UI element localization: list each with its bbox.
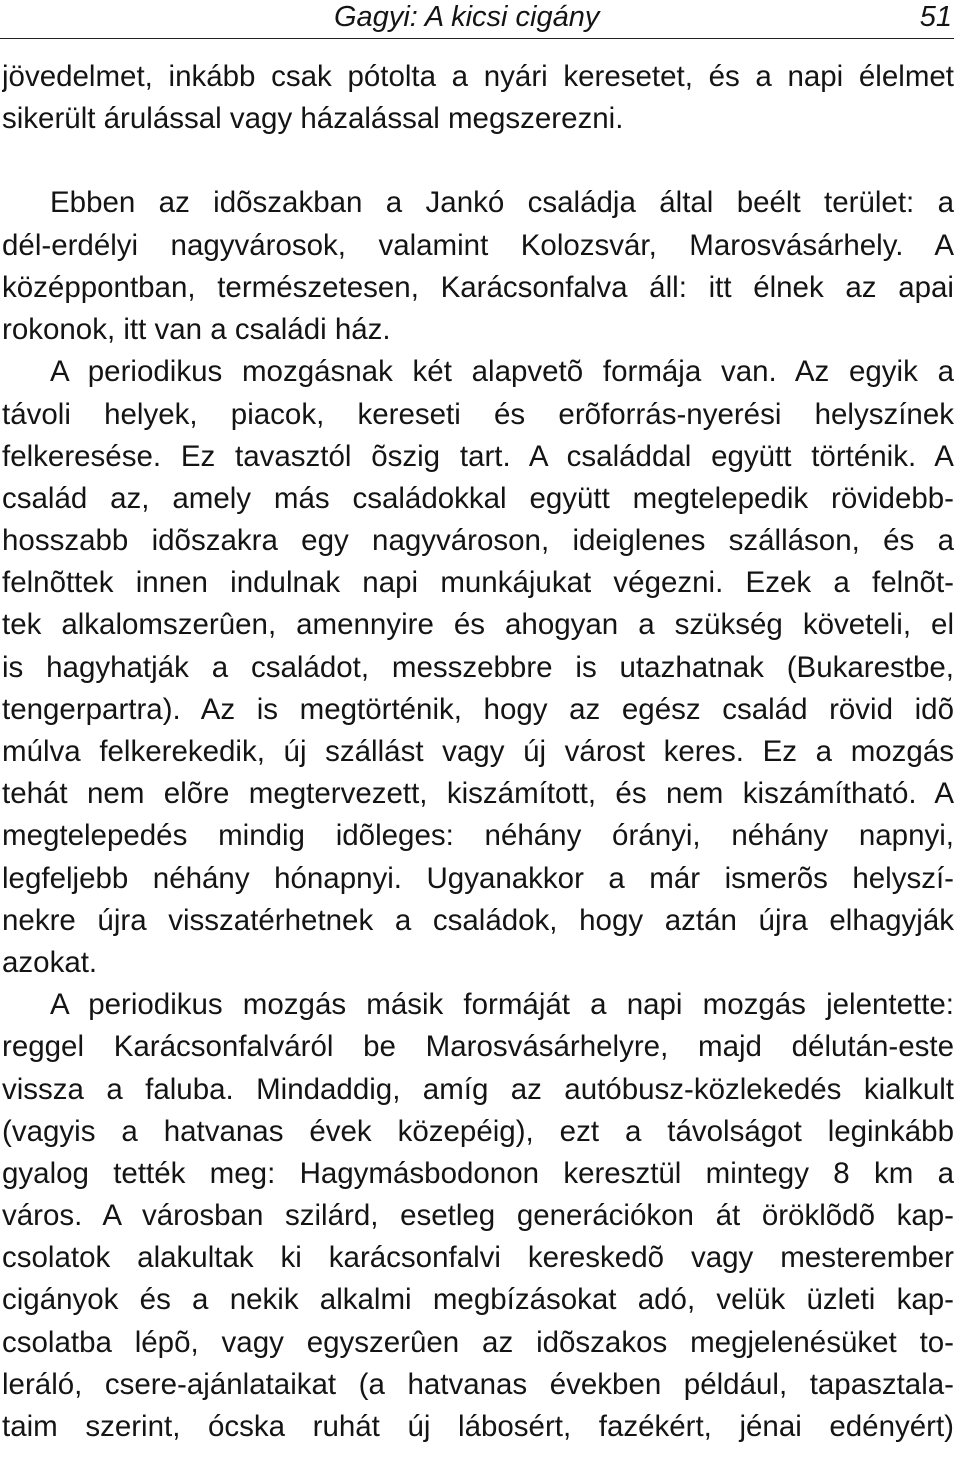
text-line: jövedelmet, inkább csak pótolta a nyári keresetet, és a napi élelmet <box>2 60 954 93</box>
text-line: felkeresése. Ez tavasztól õszig tart. A családdal együtt történik. A <box>2 439 954 473</box>
text-line: hosszabb idõszakra egy nagyvároson, ideiglenes szálláson, és a <box>2 524 954 558</box>
text-line: tehát nem elõre megtervezett, kiszámított, és nem kiszámítható. A <box>2 777 954 811</box>
text-line: gyalog tették meg: Hagymásbodonon keresztül mintegy 8 km a <box>2 1156 954 1190</box>
page-number: 51 <box>919 1 952 33</box>
body-text <box>2 56 954 1448</box>
text-line: felnõttek innen indulnak napi munkájukat végezni. Ezek a felnõt- <box>2 566 954 600</box>
text-line: megtelepedés mindig idõleges: néhány órányi, néhány napnyi, <box>2 819 954 853</box>
text-line: azokat. <box>2 945 98 979</box>
text-line: cigányok és a nekik alkalmi megbízásokat adó, velük üzleti kap- <box>2 1283 954 1317</box>
text-line: csolatba lépõ, vagy egyszerûen az idõszakos megjelenésüket to- <box>2 1325 954 1359</box>
running-header <box>0 0 954 39</box>
text-line: család az, amely más családokkal együtt megtelepedik rövidebb- <box>2 481 954 515</box>
text-line: nekre újra visszatérhetnek a családok, hogy aztán újra elhagyják <box>2 903 954 937</box>
text-line: város. A városban szilárd, esetleg generációkon át öröklõdõ kap- <box>2 1199 954 1233</box>
text-line: vissza a faluba. Mindaddig, amíg az autóbusz-közlekedés kialkult <box>2 1072 954 1106</box>
text-line: múlva felkerekedik, új szállást vagy új várost keres. Ez a mozgás <box>2 735 954 769</box>
text-line: sikerült árulással vagy házalással megszerezni. <box>2 102 624 136</box>
text-line: csolatok alakultak ki karácsonfalvi kereskedõ vagy mesterember <box>2 1241 954 1275</box>
text-line: tek alkalomszerûen, amennyire és ahogyan a szükség követeli, el <box>2 608 954 642</box>
text-line: is hagyhatják a családot, messzebbre is utazhatnak (Bukarestbe, <box>2 650 954 684</box>
text-line: taim szerint, ócska ruhát új lábosért, fazékért, jénai edényért) <box>2 1410 954 1444</box>
text-line: reggel Karácsonfalváról be Marosvásárhelyre, majd délután-este <box>2 1030 954 1064</box>
text-line: középpontban, természetesen, Karácsonfalva áll: itt élnek az apai <box>2 270 954 304</box>
text-line: A periodikus mozgásnak két alapvetõ formája van. Az egyik a <box>50 355 954 389</box>
text-line: legfeljebb néhány hónapnyi. Ugyanakkor a már ismerõs helyszí- <box>2 861 954 895</box>
text-line: (vagyis a hatvanas évek közepéig), ezt a távolságot leginkább <box>2 1114 954 1148</box>
text-line: tengerpartra). Az is megtörténik, hogy az egész család rövid idõ <box>2 692 954 726</box>
text-line: távoli helyek, piacok, kereseti és erõforrás-nyerési helyszínek <box>2 397 954 431</box>
text-line: Ebben az idõszakban a Jankó családja által beélt terület: a <box>50 186 954 220</box>
text-line: leráló, csere-ajánlataikat (a hatvanas években például, tapasztala- <box>2 1367 954 1401</box>
text-line: dél-erdélyi nagyvárosok, valamint Kolozsvár, Marosvásárhely. A <box>2 228 954 262</box>
running-header-title: Gagyi: A kicsi cigány <box>334 1 600 33</box>
text-line: rokonok, itt van a családi ház. <box>2 313 391 347</box>
text-line: A periodikus mozgás másik formáját a napi mozgás jelentette: <box>50 988 954 1022</box>
